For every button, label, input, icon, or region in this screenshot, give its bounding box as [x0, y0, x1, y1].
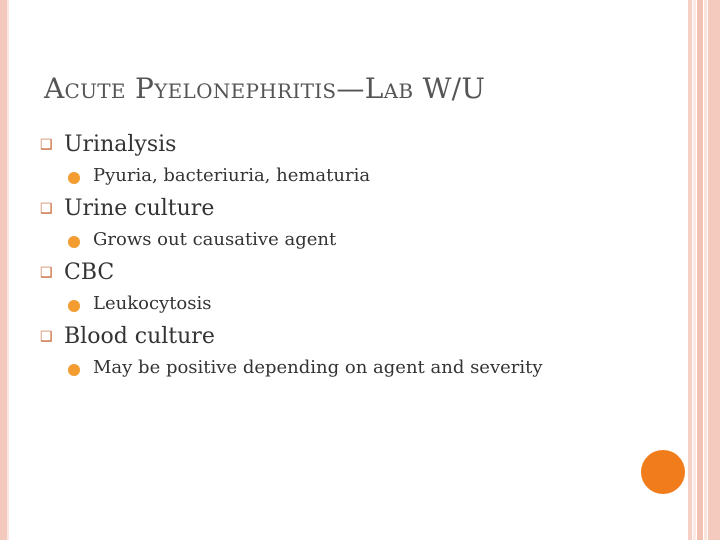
sub-bullet-label: Leukocytosis — [93, 293, 212, 314]
right-stripe — [688, 0, 692, 540]
bullet-label: CBC — [64, 260, 115, 285]
bullet-item — [40, 130, 680, 164]
bullet-item — [40, 322, 680, 356]
sub-bullet-item — [40, 228, 680, 258]
sub-bullet-item — [40, 292, 680, 322]
sub-bullet-dot-icon — [68, 236, 80, 248]
sub-bullet-dot-icon — [68, 172, 80, 184]
sub-bullet-label: May be positive depending on agent and severity — [93, 357, 543, 378]
slide-title: Acute Pyelonephritis—Lab W/U — [44, 72, 486, 105]
bullet-marker-icon: ❑ — [40, 329, 53, 345]
right-stripe — [693, 0, 696, 540]
bullet-marker-icon: ❑ — [40, 201, 53, 217]
left-border — [0, 0, 7, 540]
orange-circle-ornament — [641, 450, 685, 494]
bullet-marker-icon: ❑ — [40, 265, 53, 281]
bullet-item — [40, 194, 680, 228]
right-stripe — [708, 0, 720, 540]
sub-bullet-item — [40, 164, 680, 194]
bullet-item — [40, 258, 680, 292]
sub-bullet-label: Pyuria, bacteriuria, hematuria — [93, 165, 371, 186]
bullet-label: Blood culture — [64, 324, 215, 349]
bullet-list — [40, 130, 680, 386]
bullet-marker-icon: ❑ — [40, 137, 53, 153]
bullet-label: Urine culture — [64, 196, 215, 221]
right-stripe — [697, 0, 703, 540]
sub-bullet-dot-icon — [68, 300, 80, 312]
sub-bullet-dot-icon — [68, 364, 80, 376]
sub-bullet-label: Grows out causative agent — [93, 229, 337, 250]
left-border-inner — [7, 0, 9, 540]
bullet-label: Urinalysis — [64, 132, 177, 157]
sub-bullet-item — [40, 356, 680, 386]
right-stripe — [704, 0, 707, 540]
